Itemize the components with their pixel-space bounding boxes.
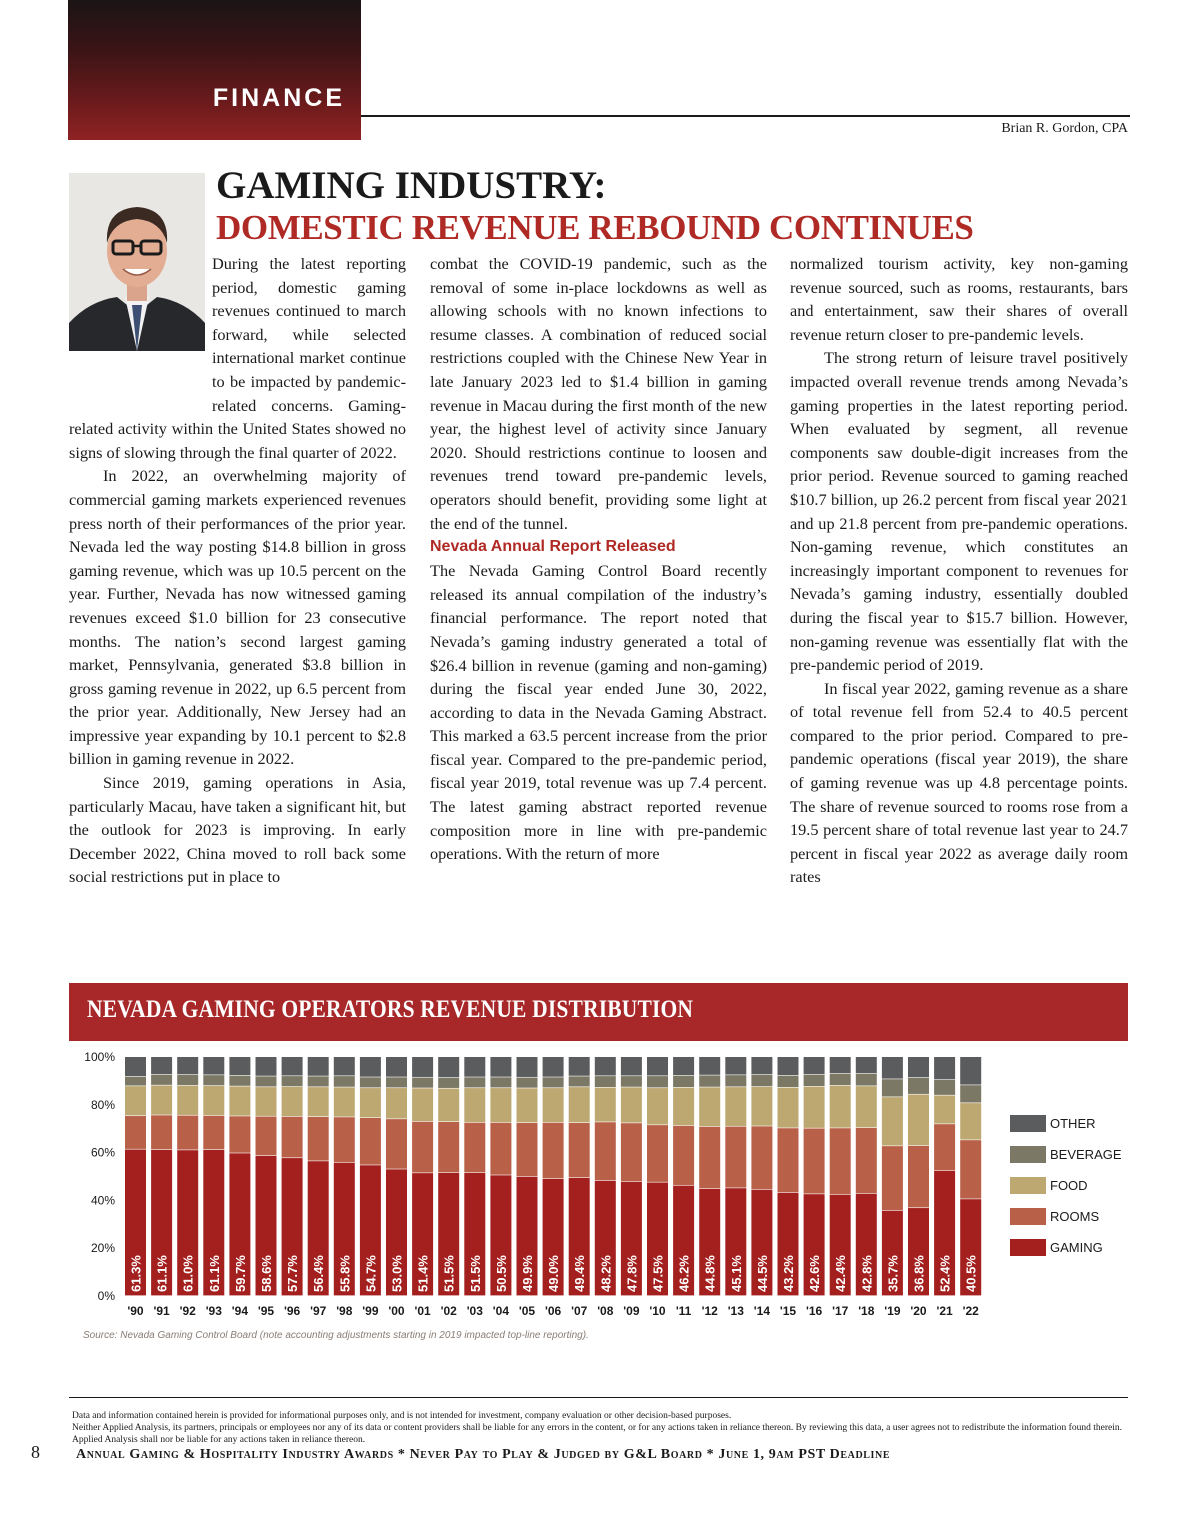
bar-segment-rooms — [830, 1128, 851, 1194]
photo-wrap-space — [69, 252, 212, 398]
y-tick-label: 100% — [84, 1050, 115, 1064]
x-tick-label: '07 — [571, 1304, 588, 1318]
bar-segment-other — [282, 1057, 303, 1076]
bar-segment-food — [934, 1095, 955, 1123]
bar-segment-other — [386, 1057, 407, 1077]
legend-swatch-rooms — [1010, 1208, 1046, 1225]
bar-segment-other — [934, 1057, 955, 1079]
bar-segment-other — [412, 1057, 433, 1077]
legend-label-other: OTHER — [1050, 1116, 1096, 1131]
bar-segment-other — [673, 1057, 694, 1075]
bar-segment-rooms — [934, 1124, 955, 1170]
bar-segment-other — [334, 1057, 355, 1076]
x-tick-label: '08 — [597, 1304, 614, 1318]
bar-segment-food — [490, 1088, 511, 1122]
bar-segment-rooms — [490, 1123, 511, 1175]
bar-segment-rooms — [438, 1122, 459, 1172]
subheading: Nevada Annual Report Released — [430, 538, 676, 556]
bar-segment-beverage — [543, 1077, 564, 1087]
gaming-data-label: 48.2% — [598, 1255, 614, 1292]
bar-segment-rooms — [725, 1127, 746, 1188]
bar-segment-rooms — [334, 1117, 355, 1162]
gaming-data-label: 46.2% — [676, 1255, 692, 1292]
bar-segment-food — [751, 1087, 772, 1126]
bar-segment-beverage — [490, 1077, 511, 1087]
bar-segment-rooms — [125, 1116, 146, 1149]
x-tick-label: '19 — [884, 1304, 901, 1318]
bar-segment-rooms — [464, 1123, 485, 1173]
bar-segment-beverage — [856, 1074, 877, 1086]
bar-segment-beverage — [725, 1075, 746, 1086]
x-tick-label: '13 — [727, 1304, 744, 1318]
bar-segment-beverage — [360, 1077, 381, 1087]
legend-swatch-gaming — [1010, 1239, 1046, 1256]
x-tick-label: '17 — [832, 1304, 849, 1318]
y-tick-label: 20% — [90, 1241, 115, 1256]
bar-segment-food — [673, 1088, 694, 1126]
bar-segment-rooms — [151, 1115, 172, 1149]
gaming-data-label: 58.6% — [259, 1255, 274, 1292]
bar-segment-food — [569, 1087, 590, 1122]
bar-segment-other — [882, 1057, 903, 1079]
bar-segment-food — [386, 1088, 407, 1118]
legend-swatch-other — [1010, 1115, 1046, 1132]
gaming-data-label: 45.1% — [728, 1255, 744, 1292]
x-tick-label: '20 — [910, 1304, 927, 1318]
bar-segment-other — [647, 1057, 668, 1076]
bar-segment-rooms — [386, 1119, 407, 1169]
legend-label-food: FOOD — [1050, 1178, 1088, 1193]
gaming-data-label: 53.0% — [389, 1255, 405, 1292]
bar-segment-beverage — [830, 1074, 851, 1085]
x-tick-label: '96 — [283, 1304, 301, 1318]
x-tick-label: '09 — [623, 1304, 640, 1318]
gaming-data-label: 42.6% — [807, 1255, 823, 1292]
headline-line-2: DOMESTIC REVENUE REBOUND CONTINUES — [216, 208, 974, 247]
bar-segment-other — [517, 1057, 538, 1077]
bar-segment-rooms — [699, 1127, 720, 1189]
bar-segment-rooms — [621, 1123, 642, 1181]
paragraph: The strong return of leisure travel positively impacted overall revenue trends among Nevada’s gaming properties in the latest reporting period. When evaluated by segment, all revenue components saw double-digit increases from the prior period. Revenue sourced to gaming reached $10.7 billion, up 26.2 percent from fiscal year 2021 and up 21.8 percent from pre-pandemic operations. Non-gaming revenue, which constitutes an increasingly important component to revenues for Nevada’s gaming industry, essentially doubled during the fiscal year to $15.7 billion. However, non-gaming revenue was essentially flat with the pre-pandemic period of 2019. — [790, 348, 1128, 675]
bar-segment-rooms — [908, 1146, 929, 1208]
bar-segment-other — [778, 1057, 799, 1075]
bar-segment-rooms — [751, 1126, 772, 1189]
x-tick-label: '04 — [492, 1304, 510, 1318]
bar-segment-beverage — [203, 1075, 224, 1085]
footer-promo: Annual Gaming & Hospitality Industry Awards * Never Pay to Play & Judged by G&L Board * June 1, 9am PST Deadline — [76, 1447, 891, 1462]
bar-segment-food — [804, 1087, 825, 1128]
bar-segment-food — [229, 1086, 250, 1115]
gaming-data-label: 44.5% — [754, 1255, 770, 1292]
section-tab — [68, 0, 361, 140]
x-tick-label: '91 — [153, 1304, 170, 1318]
bar-segment-beverage — [882, 1079, 903, 1096]
bar-segment-other — [543, 1057, 564, 1077]
bar-segment-other — [125, 1057, 146, 1076]
gaming-data-label: 47.8% — [624, 1255, 640, 1292]
x-tick-label: '97 — [310, 1304, 327, 1318]
bar-segment-rooms — [177, 1116, 198, 1150]
bar-segment-food — [778, 1088, 799, 1128]
x-tick-label: '15 — [779, 1304, 797, 1318]
bar-segment-other — [725, 1057, 746, 1075]
bar-segment-food — [412, 1088, 433, 1121]
bar-segment-beverage — [464, 1077, 485, 1087]
bar-segment-other — [699, 1057, 720, 1075]
x-tick-label: '01 — [414, 1304, 431, 1318]
y-tick-label: 80% — [90, 1097, 115, 1112]
bar-segment-rooms — [595, 1122, 616, 1180]
gaming-data-label: 49.4% — [572, 1255, 588, 1292]
x-tick-label: '10 — [649, 1304, 666, 1318]
footer-rule — [69, 1397, 1128, 1398]
gaming-data-label: 59.7% — [232, 1255, 248, 1292]
chart-title: NEVADA GAMING OPERATORS REVENUE DISTRIBUTION — [87, 996, 694, 1023]
gaming-data-label: 49.0% — [546, 1255, 562, 1292]
bar-segment-rooms — [882, 1146, 903, 1210]
legend-swatch-beverage — [1010, 1146, 1046, 1163]
bar-segment-beverage — [595, 1076, 616, 1087]
x-tick-label: '12 — [701, 1304, 718, 1318]
headline — [216, 164, 974, 248]
bar-segment-beverage — [177, 1075, 198, 1085]
page-number: 8 — [31, 1442, 40, 1462]
bar-segment-food — [725, 1087, 746, 1126]
x-tick-label: '03 — [466, 1304, 483, 1318]
x-tick-label: '92 — [179, 1304, 196, 1318]
y-tick-label: 60% — [90, 1145, 115, 1160]
bar-segment-other — [804, 1057, 825, 1074]
disclaimer — [72, 1410, 1130, 1446]
bar-segment-other — [256, 1057, 277, 1076]
bar-segment-food — [960, 1103, 981, 1139]
bar-segment-other — [490, 1057, 511, 1077]
bar-segment-rooms — [778, 1128, 799, 1192]
chart-source: Source: Nevada Gaming Control Board (note accounting adjustments starting in 2019 impacted top-line reporting). — [83, 1330, 589, 1341]
gaming-data-label: 55.8% — [337, 1255, 353, 1292]
bar-segment-food — [308, 1087, 329, 1116]
bar-segment-rooms — [804, 1128, 825, 1193]
bar-segment-food — [621, 1087, 642, 1122]
gaming-data-label: 61.1% — [206, 1255, 222, 1292]
gaming-data-label: 50.5% — [493, 1255, 509, 1292]
bar-segment-food — [177, 1086, 198, 1115]
bar-segment-food — [256, 1087, 277, 1116]
bar-segment-other — [569, 1057, 590, 1076]
paragraph: Since 2019, gaming operations in Asia, particularly Macau, have taken a significant hit, but the outlook for 2023 is improving. In early December 2022, China moved to roll back some social restrictions put in place to — [69, 773, 406, 887]
article-column-2 — [430, 252, 767, 866]
bar-segment-other — [908, 1057, 929, 1077]
x-tick-label: '11 — [675, 1304, 692, 1318]
bar-segment-food — [882, 1097, 903, 1145]
bar-segment-food — [125, 1086, 146, 1115]
x-tick-label: '02 — [440, 1304, 457, 1318]
bar-segment-other — [595, 1057, 616, 1076]
section-label: FINANCE — [212, 84, 345, 112]
bar-segment-beverage — [334, 1076, 355, 1087]
bar-segment-other — [203, 1057, 224, 1075]
x-tick-label: '16 — [805, 1304, 823, 1318]
gaming-data-label: 54.7% — [363, 1255, 379, 1292]
paragraph: In fiscal year 2022, gaming revenue as a share of total revenue fell from 52.4 to 40.5 percent compared to the prior period. Compared to pre-pandemic operations (fiscal year 2019), the share of gaming revenue was up 4.8 percentage points. The share of revenue sourced to rooms rose from a 19.5 percent share of total revenue last year to 24.7 percent in fiscal year 2022 as average daily room rates — [790, 678, 1128, 887]
bar-segment-food — [517, 1088, 538, 1122]
bar-segment-rooms — [412, 1122, 433, 1173]
gaming-data-label: 42.4% — [833, 1255, 849, 1292]
y-tick-label: 0% — [97, 1289, 115, 1303]
gaming-data-label: 35.7% — [885, 1255, 901, 1292]
bar-segment-rooms — [569, 1123, 590, 1177]
gaming-data-label: 57.7% — [285, 1255, 301, 1292]
bar-segment-food — [334, 1087, 355, 1116]
legend-label-gaming: GAMING — [1050, 1240, 1103, 1255]
gaming-data-label: 51.4% — [415, 1255, 431, 1292]
bar-segment-rooms — [256, 1117, 277, 1156]
bar-segment-rooms — [856, 1128, 877, 1193]
author-byline: Brian R. Gordon, CPA — [1001, 121, 1128, 136]
bar-segment-rooms — [517, 1123, 538, 1176]
bar-segment-beverage — [412, 1078, 433, 1088]
bar-segment-rooms — [203, 1116, 224, 1150]
bar-segment-beverage — [151, 1075, 172, 1085]
bar-segment-other — [960, 1057, 981, 1085]
bar-segment-beverage — [517, 1078, 538, 1088]
bar-segment-other — [151, 1057, 172, 1074]
bar-segment-rooms — [282, 1117, 303, 1158]
bar-segment-beverage — [647, 1076, 668, 1087]
gaming-data-label: 51.5% — [467, 1255, 483, 1292]
gaming-data-label: 40.5% — [963, 1255, 979, 1292]
paragraph: normalized tourism activity, key non-gaming revenue sourced, such as rooms, restaurants, bars and entertainment, saw their shares of overall revenue return closer to pre-pandemic levels. — [790, 254, 1128, 344]
bar-segment-other — [751, 1057, 772, 1074]
gaming-data-label: 44.8% — [702, 1255, 718, 1292]
gaming-data-label: 42.8% — [859, 1255, 875, 1292]
gaming-data-label: 36.8% — [911, 1255, 927, 1292]
x-tick-label: '93 — [205, 1304, 222, 1318]
gaming-data-label: 51.5% — [441, 1255, 457, 1292]
article-column-3 — [790, 252, 1128, 889]
paragraph: The Nevada Gaming Control Board recently released its annual compilation of the industry’s financial performance. The report noted that Nevada’s gaming industry generated a total of $26.4 billion in revenue (gaming and non-gaming) during the fiscal year ended June 30, 2022, according to data in the Nevada Gaming Abstract. This marked a 63.5 percent increase from the prior fiscal year. Compared to the pre-pandemic period, fiscal year 2019, total revenue was up 7.4 percent. The latest gaming abstract reported revenue composition more in line with pre-pandemic operations. With the return of more — [430, 561, 767, 864]
x-tick-label: '98 — [336, 1304, 353, 1318]
bar-segment-beverage — [438, 1078, 459, 1088]
bar-segment-food — [282, 1087, 303, 1116]
bar-segment-beverage — [621, 1076, 642, 1087]
x-tick-label: '95 — [257, 1304, 275, 1318]
headline-line-1: GAMING INDUSTRY: — [216, 164, 607, 207]
x-tick-label: '18 — [858, 1304, 875, 1318]
x-tick-label: '06 — [544, 1304, 562, 1318]
bar-segment-food — [699, 1087, 720, 1126]
legend-swatch-food — [1010, 1177, 1046, 1194]
bar-segment-rooms — [960, 1140, 981, 1198]
article-column-1 — [69, 252, 406, 889]
gaming-data-label: 61.0% — [180, 1255, 196, 1292]
bar-segment-food — [464, 1088, 485, 1122]
gaming-data-label: 47.5% — [650, 1255, 666, 1292]
bar-segment-beverage — [569, 1076, 590, 1086]
legend-label-beverage: BEVERAGE — [1050, 1147, 1122, 1162]
paragraph: In 2022, an overwhelming majority of commercial gaming markets experienced revenues press north of their performances of the prior year. Nevada led the way posting $14.8 billion in gross gaming revenue, which was up 10.5 percent on the year. Further, Nevada has now witnessed gaming revenues exceed $1.0 billion for 23 consecutive months. The nation’s second largest gaming market, Pennsylvania, generated $3.8 billion in gross gaming revenue in 2022, up 6.5 percent from the prior year. Additionally, New Jersey had an impressive year expanding by 10.1 percent to $2.8 billion in gaming revenue in 2022. — [69, 466, 406, 769]
paragraph: During the latest reporting period, domestic gaming revenues continued to march forward, while selected international market continue to be impacted by pandemic-related concerns. Gaming-related activity within the United States showed no signs of slowing through the final quarter of 2022. — [69, 254, 406, 462]
x-tick-label: '05 — [518, 1304, 536, 1318]
bar-segment-rooms — [673, 1126, 694, 1185]
bar-segment-beverage — [699, 1075, 720, 1086]
x-tick-label: '00 — [388, 1304, 405, 1318]
bar-segment-rooms — [360, 1118, 381, 1165]
bar-segment-beverage — [256, 1076, 277, 1086]
bar-segment-other — [464, 1057, 485, 1077]
bar-segment-beverage — [386, 1077, 407, 1087]
x-tick-label: '99 — [362, 1304, 379, 1318]
bar-segment-other — [308, 1057, 329, 1076]
header-rule — [361, 115, 1130, 117]
bar-segment-rooms — [229, 1116, 250, 1152]
bar-segment-beverage — [308, 1076, 329, 1086]
bar-segment-beverage — [804, 1075, 825, 1086]
x-tick-label: '94 — [231, 1304, 249, 1318]
chart-title-banner — [69, 983, 1128, 1041]
bar-segment-beverage — [908, 1078, 929, 1094]
gaming-data-label: 52.4% — [937, 1255, 953, 1292]
bar-segment-beverage — [960, 1085, 981, 1102]
bar-segment-beverage — [282, 1076, 303, 1086]
bar-segment-beverage — [673, 1076, 694, 1087]
bar-segment-beverage — [229, 1076, 250, 1086]
bar-segment-other — [621, 1057, 642, 1076]
bar-segment-other — [856, 1057, 877, 1073]
bar-segment-other — [177, 1057, 198, 1074]
bar-segment-beverage — [751, 1075, 772, 1086]
bar-segment-beverage — [778, 1076, 799, 1087]
legend-label-rooms: ROOMS — [1050, 1209, 1100, 1224]
gaming-data-label: 56.4% — [311, 1255, 327, 1292]
x-tick-label: '22 — [962, 1304, 979, 1318]
gaming-data-label: 49.9% — [520, 1255, 535, 1292]
bar-segment-food — [647, 1088, 668, 1124]
bar-segment-beverage — [934, 1080, 955, 1095]
gaming-data-label: 43.2% — [781, 1255, 796, 1292]
bar-segment-rooms — [543, 1123, 564, 1179]
disclaimer-line-2: Neither Applied Analysis, its partners, principals or employees nor any of its data or content providers shall be liable for any errors in the content, or for any actions taken in reliance thereon. By reviewing this data, a user agrees not to redistribute the information found therein. Applied Analysis shall nor be liable for any actions taken in reliance thereon. — [72, 1423, 1122, 1445]
paragraph: combat the COVID-19 pandemic, such as the removal of some in-place lockdowns as well as allowing schools with no known infections to resume classes. A combination of reduced social restrictions coupled with the Chinese New Year in late January 2023 led to $1.4 billion in gaming revenue in Macau during the first month of the new year, the highest level of activity since January 2020. Should restrictions continue to loosen and revenues trend toward pre-pandemic levels, operators should benefit, providing some light at the end of the tunnel. — [430, 254, 767, 533]
bar-segment-rooms — [647, 1125, 668, 1182]
bar-segment-food — [203, 1086, 224, 1115]
gaming-data-label: 61.1% — [154, 1255, 170, 1292]
bar-segment-rooms — [308, 1117, 329, 1161]
x-tick-label: '21 — [936, 1304, 953, 1318]
bar-segment-food — [830, 1086, 851, 1128]
bar-segment-food — [151, 1085, 172, 1114]
bar-segment-food — [908, 1095, 929, 1146]
gaming-data-label: 61.3% — [128, 1255, 144, 1292]
bar-segment-beverage — [125, 1077, 146, 1086]
bar-segment-other — [438, 1057, 459, 1077]
bar-segment-food — [438, 1089, 459, 1122]
y-tick-label: 40% — [90, 1193, 115, 1208]
bar-segment-other — [830, 1057, 851, 1073]
bar-segment-food — [595, 1088, 616, 1122]
x-tick-label: '90 — [127, 1304, 144, 1318]
bar-segment-food — [360, 1088, 381, 1117]
bar-segment-food — [543, 1088, 564, 1122]
bar-segment-food — [856, 1086, 877, 1127]
bar-segment-other — [360, 1057, 381, 1077]
revenue-distribution-chart — [69, 1041, 1128, 1326]
bar-segment-other — [229, 1057, 250, 1075]
x-tick-label: '14 — [753, 1304, 771, 1318]
disclaimer-line-1: Data and information contained herein is provided for informational purposes only, and is not intended for investment, company evaluation or other decision-based purposes. — [72, 1411, 732, 1421]
